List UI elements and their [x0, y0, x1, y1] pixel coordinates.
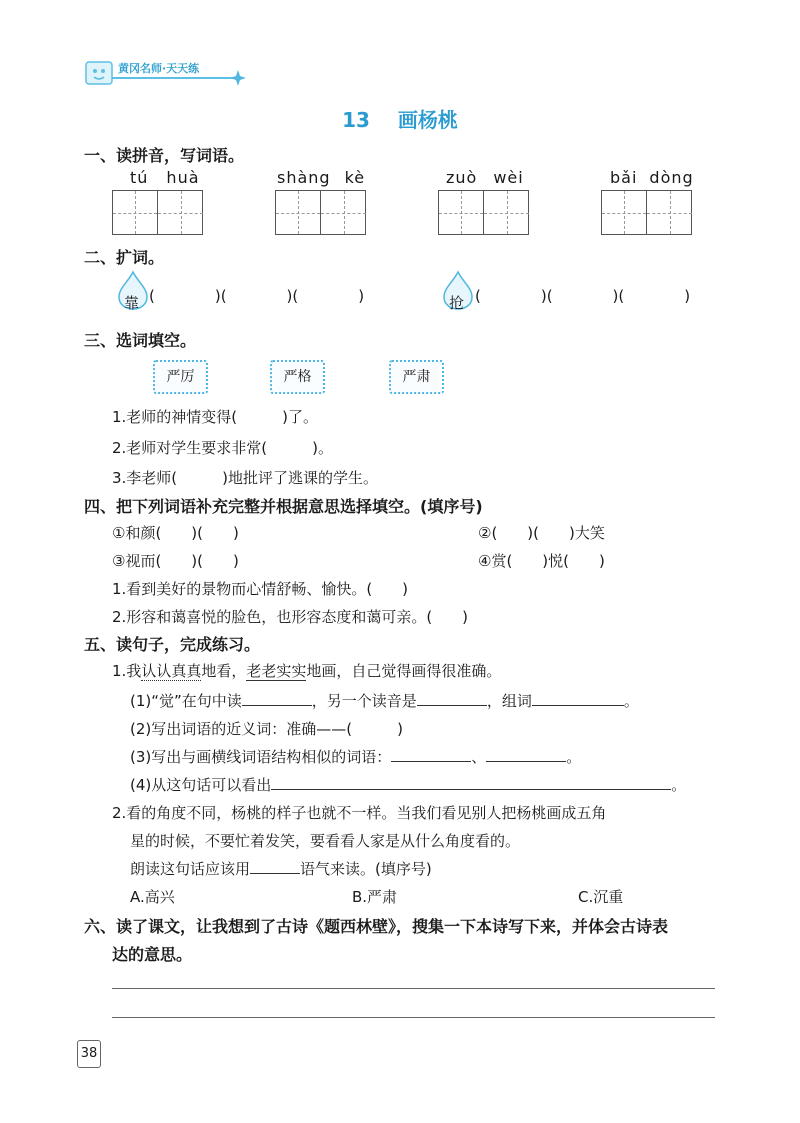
idiom-3[interactable]: ③视而( )( )	[112, 552, 239, 570]
option-c[interactable]: C.沉重	[578, 888, 624, 906]
idiom-4[interactable]: ④赏( )悦( )	[478, 552, 605, 570]
banner-text: 黄冈名师·天天练	[118, 62, 200, 75]
pinyin-3: zuò wèi	[446, 168, 524, 187]
answer-line[interactable]	[112, 1017, 715, 1018]
section-4-heading: 四、把下列词语补充完整并根据意思选择填空。(填序号)	[84, 497, 483, 516]
answer-blank[interactable]	[486, 761, 566, 762]
answer-line[interactable]	[112, 988, 715, 989]
writing-grid-4[interactable]	[601, 190, 692, 235]
answer-blank[interactable]	[532, 705, 624, 706]
answer-blank[interactable]	[250, 873, 300, 874]
pinyin-2: shàng kè	[277, 168, 366, 187]
section-5-heading: 五、读句子，完成练习。	[84, 635, 261, 654]
lesson-title: 画杨桃	[397, 108, 458, 132]
lesson-number: 13	[342, 108, 370, 132]
answer-blank[interactable]	[417, 705, 487, 706]
option-b[interactable]: B.严肃	[352, 888, 398, 906]
answer-blank[interactable]	[271, 789, 671, 790]
part-3-line: (3)写出与画横线词语结构相似的词语： 、 。	[130, 748, 582, 766]
sparkle-icon	[230, 70, 246, 86]
s4-question-1[interactable]: 1.看到美好的景物而心情舒畅、愉快。( )	[112, 580, 409, 598]
writing-grid-3[interactable]	[438, 190, 529, 235]
part-4-line: (4)从这句话可以看出 。	[130, 776, 687, 794]
underlined-word: 老老实实	[246, 662, 307, 680]
word-stamp-1: 严厉	[153, 360, 208, 394]
read-tone-line: 朗读这句话应该用 语气来读。(填序号)	[130, 860, 432, 878]
idiom-1[interactable]: ①和颜( )( )	[112, 524, 239, 542]
expand-char-1: 靠	[124, 294, 140, 312]
dotted-word: 认认真真	[141, 662, 202, 680]
section-1-heading: 一、读拼音，写词语。	[84, 146, 245, 165]
reading-sentence-1: 1.我认认真真地看，老老实实地画，自己觉得画得很准确。	[112, 662, 502, 680]
section-2-heading: 二、扩词。	[84, 248, 165, 267]
word-stamp-2: 严格	[270, 360, 325, 394]
expand-blanks-1[interactable]: ( )( )( )	[149, 287, 365, 305]
expand-blanks-2[interactable]: ( )( )( )	[475, 287, 691, 305]
reading-sentence-2-line-1: 2.看的角度不同，杨桃的样子也就不一样。当我们看见别人把杨桃画成五角	[112, 804, 607, 822]
word-stamp-3: 严肃	[389, 360, 444, 394]
reading-sentence-2-line-2: 星的时候，不要忙着发笑，要看看人家是从什么角度看的。	[130, 832, 521, 850]
section-6-heading-line-1: 六、读了课文，让我想到了古诗《题西林壁》，搜集一下本诗写下来，并体会古诗表	[84, 917, 669, 936]
writing-grid-1[interactable]	[112, 190, 203, 235]
section-6-heading-line-2: 达的意思。	[112, 945, 193, 964]
page-number: 38	[77, 1040, 101, 1068]
option-a[interactable]: A.高兴	[130, 888, 175, 906]
answer-blank[interactable]	[242, 705, 312, 706]
expand-char-2: 抢	[449, 294, 465, 312]
part-1-line: (1)“觉”在句中读 ，另一个读音是 ，组词 。	[130, 692, 639, 710]
header-banner	[84, 56, 254, 88]
s4-question-2[interactable]: 2.形容和蔼喜悦的脸色，也形容态度和蔼可亲。( )	[112, 608, 469, 626]
idiom-2[interactable]: ②( )( )大笑	[478, 524, 605, 542]
s3-question-3[interactable]: 3.李老师( )地批评了逃课的学生。	[112, 469, 379, 487]
s3-question-2[interactable]: 2.老师对学生要求非常( )。	[112, 439, 334, 457]
s3-question-1[interactable]: 1.老师的神情变得( )了。	[112, 408, 319, 426]
section-3-heading: 三、选词填空。	[84, 331, 197, 350]
pinyin-4: bǎi dòng	[610, 168, 694, 187]
part-2-line[interactable]: (2)写出词语的近义词：准确——( )	[130, 720, 403, 738]
answer-blank[interactable]	[391, 761, 471, 762]
pinyin-1: tú huà	[130, 168, 200, 187]
page-title	[0, 104, 800, 133]
writing-grid-2[interactable]	[275, 190, 366, 235]
